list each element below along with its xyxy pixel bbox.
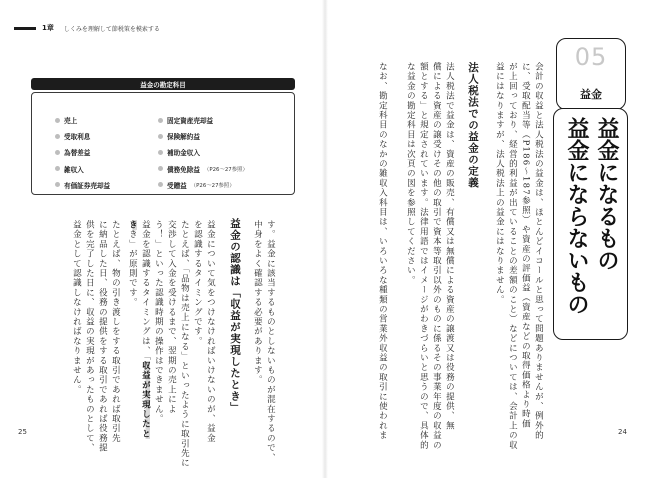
bullet-dot-icon (158, 134, 163, 139)
body-line: 会計の収益と法人税法の益金は、ほとんどイコールと思って問題ありませんが、例外的 (533, 62, 544, 441)
account-item-label: 為替差益 (64, 149, 91, 158)
body-line: に納品した日、役務の提供をする取引であれば役務提 (97, 220, 108, 453)
account-item-label: 受贈益 (167, 181, 187, 190)
account-column-2 (158, 115, 248, 190)
body-line (139, 220, 151, 439)
chapter-title: しくみを理解して節税策を模索する (63, 25, 160, 33)
body-line: 益金について気をつけなければいけないのが、益金 (205, 220, 216, 444)
section-label: 益金 (580, 88, 602, 101)
account-item (158, 164, 248, 174)
account-box (31, 92, 295, 195)
running-header (14, 23, 160, 33)
body-line: な益金の勘定科目は次頁の図を参照してください。 (405, 62, 416, 286)
body-line: 益にはなりますが、法人税法上の益金にはなりません。 (494, 62, 505, 305)
body-line: 法人税法で益金は、資産の販売、有償又は無償による資産の譲渡又は役務の提供、無 (444, 62, 455, 431)
bullet-dot-icon (55, 166, 60, 171)
page-title-line-1: 益金になるもの (594, 117, 619, 271)
body-line: に、受取配当等（P186〜187参照）や資産の評価益（資産などの取得価格より時価 (520, 62, 531, 429)
body-line: たとえば、「品物は売上になる」といったように取引先に (179, 220, 190, 468)
body-line: 交渉して入金を受けるまで、翌期の売上によ (166, 220, 177, 414)
bullet-dot-icon (158, 166, 163, 171)
body-line: が上回っており、経営的利益が出ていることの差額のこと）などについては、会計上の収 (507, 62, 518, 450)
account-item-label: 債務免除益 (167, 165, 200, 174)
account-item (158, 115, 248, 125)
body-line: たとえば、物の引き渡しをする取引であれば取引先 (110, 220, 121, 444)
account-item-label: 受取利息 (64, 133, 91, 142)
account-item (55, 180, 110, 190)
body-line: 供を完了した日に、収益の実現があったものとして、 (84, 220, 95, 453)
section-heading: 益金の認識は「収益が実現したとき」 (229, 218, 241, 414)
account-item-label: 雑収入 (64, 165, 84, 174)
body-fragment: 益金を認識するタイミングは、「 (140, 220, 151, 362)
page-reference: （P26〜27参照） (190, 182, 235, 189)
body-line: なお、勘定科目のなかの雑収入科目は、いろいろな種類の営業外収益の取引に使われま (377, 62, 388, 441)
page-reference: （P26〜27参照） (203, 166, 248, 173)
body-fragment: き」が原則です。 (127, 229, 138, 308)
page-number-left: 25 (18, 428, 27, 436)
account-item (55, 147, 110, 157)
section-number: 05 (574, 43, 608, 71)
account-item (55, 115, 110, 125)
chapter-label: 1章 (42, 24, 54, 32)
body-line: す。益金に該当するものとしないものが混在するので、 (265, 220, 276, 463)
highlight-text: 収益が実現したと (140, 361, 151, 439)
account-item-label: 補助金収入 (167, 149, 200, 158)
section-heading: 法人税法での益金の定義 (467, 62, 479, 189)
bullet-dot-icon (158, 118, 163, 123)
body-line (126, 220, 138, 307)
bullet-dot-icon (55, 150, 60, 155)
body-line: 中身をよく確認する必要があります。 (252, 220, 263, 385)
account-item (55, 164, 110, 174)
account-item-label: 固定資産売却益 (167, 117, 214, 125)
section-badge (556, 38, 626, 110)
body-line: 額とする」と規定されています。法律用語ではイメージがわきづらいと思うので、具体的 (418, 62, 429, 450)
account-item (158, 180, 248, 190)
account-item (158, 131, 248, 141)
account-box-title: 益金の勘定科目 (31, 78, 295, 90)
page-number-right: 24 (618, 428, 627, 436)
account-item (158, 147, 248, 157)
body-line: 益金として認識しなければなりません。 (71, 220, 82, 395)
bullet-dot-icon (55, 182, 60, 187)
bullet-dot-icon (55, 134, 60, 139)
account-column-1 (55, 115, 110, 190)
account-item (55, 131, 110, 141)
account-item-label: 保険解約益 (167, 133, 200, 142)
bullet-dot-icon (55, 118, 60, 123)
highlight-text: き (127, 220, 138, 230)
body-line: を認識するタイミングです。 (192, 220, 203, 347)
bullet-dot-icon (158, 182, 163, 187)
account-item-label: 売上 (64, 117, 78, 125)
header-bar (14, 27, 36, 30)
bullet-dot-icon (158, 150, 163, 155)
body-line: 償による資産の譲受けその他の取引で資本等取引以外のものに係るその事業年度の収益の (431, 62, 442, 450)
book-gutter (322, 0, 328, 478)
body-line: う！」といった認識時期の操作はできません。 (153, 220, 164, 424)
title-frame (553, 108, 628, 340)
account-item-label: 有価証券売却益 (64, 181, 111, 190)
page-title-line-2: 益金にならないもの (564, 117, 589, 315)
